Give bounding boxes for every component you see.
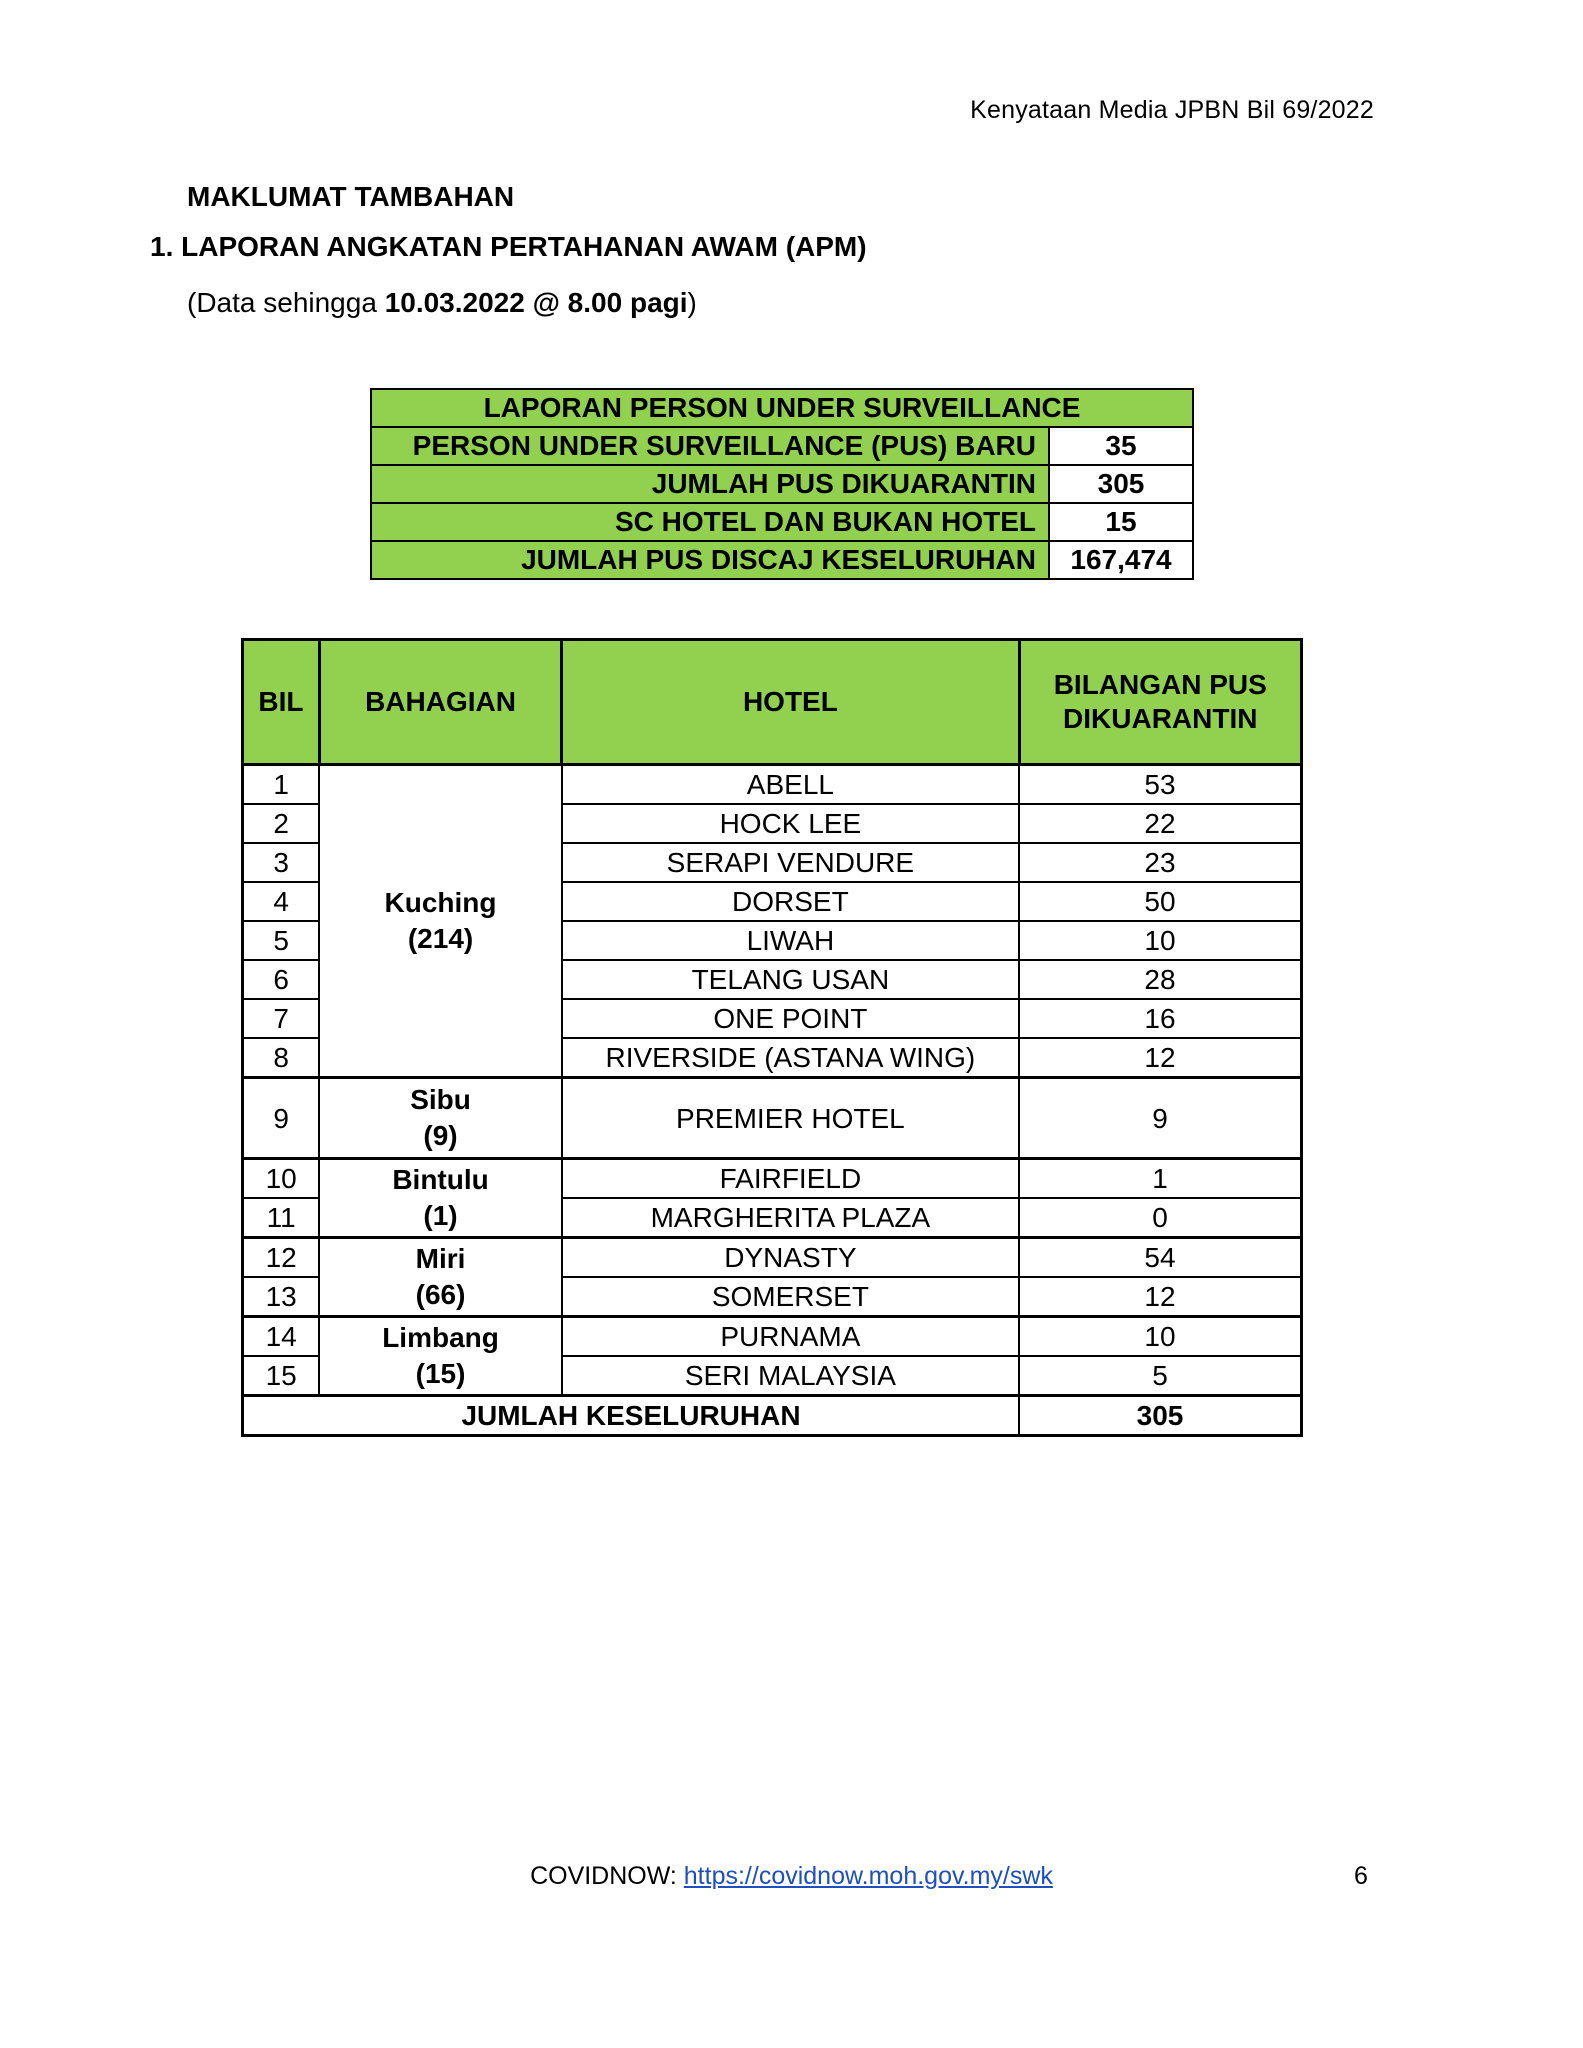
division-count: (15) <box>415 1358 466 1389</box>
hotel-cell: PREMIER HOTEL <box>562 1078 1019 1159</box>
summary-label: JUMLAH PUS DIKUARANTIN <box>371 465 1049 503</box>
division-kuching <box>319 765 561 1078</box>
count-cell: 23 <box>1019 843 1301 882</box>
page-number: 6 <box>1354 1862 1368 1890</box>
hotel-cell: DYNASTY <box>562 1238 1019 1278</box>
hotel-cell: ONE POINT <box>562 999 1019 1038</box>
count-cell: 22 <box>1019 804 1301 843</box>
summary-row <box>371 427 1193 465</box>
bil-cell: 5 <box>243 921 320 960</box>
count-cell: 5 <box>1019 1356 1301 1396</box>
division-name: Limbang <box>382 1322 499 1353</box>
hotel-cell: ABELL <box>562 765 1019 805</box>
document-reference: Kenyataan Media JPBN Bil 69/2022 <box>970 96 1374 124</box>
summary-label: JUMLAH PUS DISCAJ KESELURUHAN <box>371 541 1049 579</box>
division-name: Sibu <box>410 1084 471 1115</box>
col-header-bil: BIL <box>243 640 320 765</box>
summary-row <box>371 503 1193 541</box>
hotel-cell: MARGHERITA PLAZA <box>562 1198 1019 1238</box>
total-row <box>243 1396 1302 1436</box>
summary-value: 15 <box>1049 503 1193 541</box>
col-header-bilangan-line2: DIKUARANTIN <box>1063 703 1258 734</box>
footer-prefix: COVIDNOW: <box>530 1862 684 1890</box>
hotel-cell: HOCK LEE <box>562 804 1019 843</box>
summary-row <box>371 465 1193 503</box>
bil-cell: 12 <box>243 1238 320 1278</box>
division-miri <box>319 1238 561 1317</box>
bil-cell: 6 <box>243 960 320 999</box>
count-cell: 12 <box>1019 1038 1301 1078</box>
col-header-hotel: HOTEL <box>562 640 1019 765</box>
col-header-bahagian: BAHAGIAN <box>319 640 561 765</box>
division-count: (66) <box>415 1279 466 1310</box>
summary-row <box>371 541 1193 579</box>
bil-cell: 8 <box>243 1038 320 1078</box>
table-row <box>243 1317 1302 1357</box>
col-header-bilangan <box>1019 640 1301 765</box>
bil-cell: 13 <box>243 1277 320 1317</box>
division-count: (9) <box>423 1120 458 1151</box>
count-cell: 12 <box>1019 1277 1301 1317</box>
count-cell: 10 <box>1019 921 1301 960</box>
hotel-cell: SERAPI VENDURE <box>562 843 1019 882</box>
bil-cell: 11 <box>243 1198 320 1238</box>
hotel-cell: TELANG USAN <box>562 960 1019 999</box>
count-cell: 28 <box>1019 960 1301 999</box>
count-cell: 10 <box>1019 1317 1301 1357</box>
table-row <box>243 765 1302 805</box>
table-row <box>243 1078 1302 1159</box>
bil-cell: 9 <box>243 1078 320 1159</box>
col-header-bilangan-line1: BILANGAN PUS <box>1053 669 1267 700</box>
hotel-cell: SERI MALAYSIA <box>562 1356 1019 1396</box>
bil-cell: 15 <box>243 1356 320 1396</box>
hotel-cell: FAIRFIELD <box>562 1159 1019 1199</box>
table-row <box>243 1159 1302 1199</box>
summary-table <box>370 388 1194 580</box>
bil-cell: 1 <box>243 765 320 805</box>
footer <box>0 1862 1583 1891</box>
hotel-cell: DORSET <box>562 882 1019 921</box>
hotel-cell: RIVERSIDE (ASTANA WING) <box>562 1038 1019 1078</box>
summary-value: 35 <box>1049 427 1193 465</box>
division-name: Miri <box>415 1243 466 1274</box>
total-value: 305 <box>1019 1396 1301 1436</box>
division-count: (214) <box>407 923 474 954</box>
bil-cell: 10 <box>243 1159 320 1199</box>
bil-cell: 2 <box>243 804 320 843</box>
summary-label: PERSON UNDER SURVEILLANCE (PUS) BARU <box>371 427 1049 465</box>
count-cell: 50 <box>1019 882 1301 921</box>
hotel-cell: LIWAH <box>562 921 1019 960</box>
count-cell: 53 <box>1019 765 1301 805</box>
division-bintulu <box>319 1159 561 1238</box>
summary-label: SC HOTEL DAN BUKAN HOTEL <box>371 503 1049 541</box>
bil-cell: 3 <box>243 843 320 882</box>
hotel-cell: PURNAMA <box>562 1317 1019 1357</box>
item-title: 1. LAPORAN ANGKATAN PERTAHANAN AWAM (APM) <box>150 231 867 262</box>
hotel-quarantine-table <box>241 638 1303 1437</box>
bil-cell: 4 <box>243 882 320 921</box>
count-cell: 54 <box>1019 1238 1301 1278</box>
count-cell: 1 <box>1019 1159 1301 1199</box>
data-note <box>187 287 697 319</box>
summary-value: 305 <box>1049 465 1193 503</box>
bil-cell: 7 <box>243 999 320 1038</box>
data-note-prefix: (Data sehingga <box>187 287 385 318</box>
summary-value: 167,474 <box>1049 541 1193 579</box>
count-cell: 16 <box>1019 999 1301 1038</box>
division-name: Kuching <box>384 887 497 918</box>
table-row <box>243 1238 1302 1278</box>
division-name: Bintulu <box>392 1164 489 1195</box>
total-label: JUMLAH KESELURUHAN <box>243 1396 1020 1436</box>
count-cell: 0 <box>1019 1198 1301 1238</box>
data-note-date: 10.03.2022 @ 8.00 pagi <box>384 287 688 318</box>
division-sibu <box>319 1078 561 1159</box>
division-count: (1) <box>423 1200 458 1231</box>
bil-cell: 14 <box>243 1317 320 1357</box>
division-limbang <box>319 1317 561 1396</box>
section-title: MAKLUMAT TAMBAHAN <box>187 181 515 212</box>
hotel-cell: SOMERSET <box>562 1277 1019 1317</box>
count-cell: 9 <box>1019 1078 1301 1159</box>
data-note-suffix: ) <box>687 287 697 318</box>
summary-title: LAPORAN PERSON UNDER SURVEILLANCE <box>371 389 1193 427</box>
covidnow-link[interactable]: https://covidnow.moh.gov.my/swk <box>683 1862 1053 1890</box>
